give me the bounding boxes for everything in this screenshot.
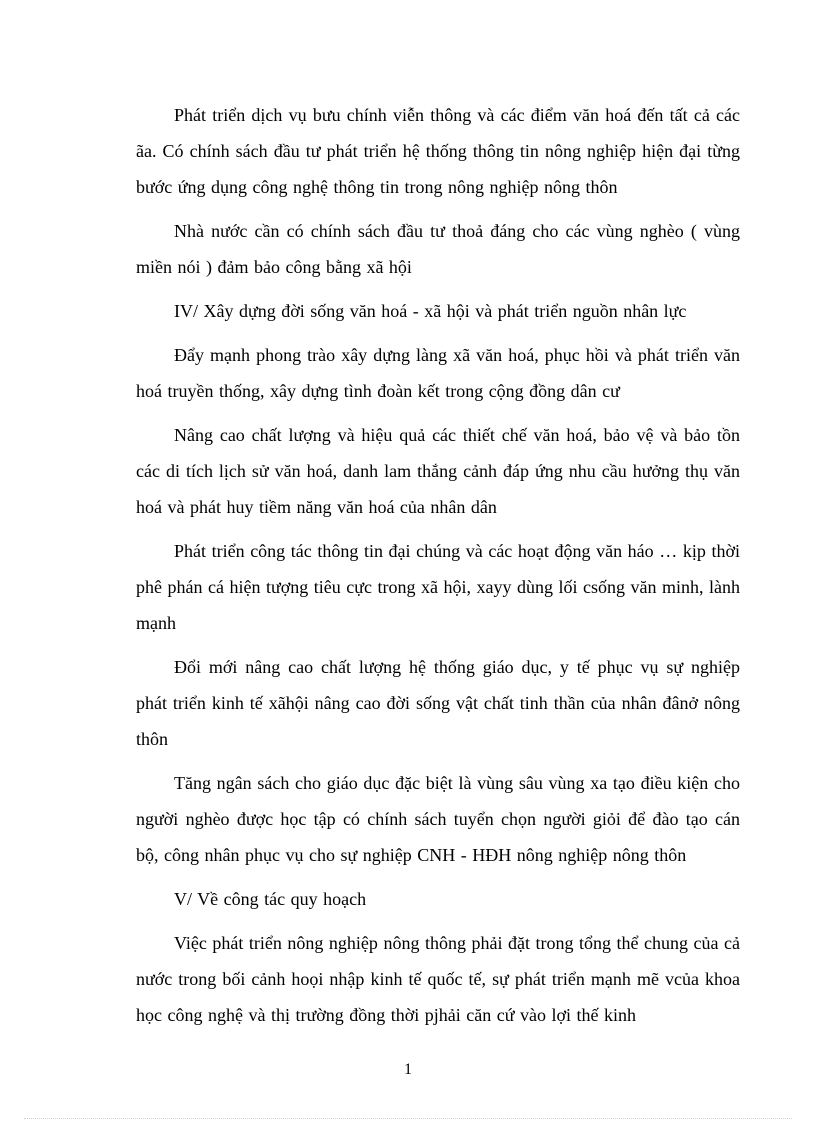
page-bottom-divider	[24, 1118, 792, 1119]
section-heading-iv: IV/ Xây dựng đời sống văn hoá - xã hội và phát triển nguồn nhân lực	[174, 301, 687, 321]
paragraph-planning: Việc phát triển nông nghiệp nông thông phải đặt trong tổng thể chung của cả nước trong bối cảnh hoọi nhập kinh tế quốc tế, sự phát triển mạnh mẽ vcủa khoa học công nghệ và thị trường đồng thời pjhải căn cứ vào lợi thế kinh	[136, 933, 740, 1025]
paragraph-education-health: Đổi mới nâng cao chất lượng hệ thống giáo dục, y tế phục vụ sự nghiệp phát triển kinh tế xãhội nâng cao đời sống vật chất tinh thần của nhân đânở nông thôn	[136, 657, 740, 749]
paragraph-mass-media: Phát triển công tác thông tin đại chúng và các hoạt động văn háo … kịp thời phê phán cá hiện tượng tiêu cực trong xã hội, xayy dùng lối csống văn minh, lành mạnh	[136, 541, 740, 633]
paragraph-telecom-development: Phát triển dịch vụ bưu chính viễn thông và các điểm văn hoá đến tất cả các ãa. Có chính sách đầu tư phát triển hệ thống thông tin nông nghiệp hiện đại từng bước ứng dụng công nghệ thông tin trong nông nghiệp nông thôn	[136, 105, 740, 197]
section-heading-v: V/ Về công tác quy hoạch	[174, 889, 367, 909]
page-number: 1	[404, 1061, 412, 1078]
paragraph-education-budget: Tăng ngân sách cho giáo dục đặc biệt là vùng sâu vùng xa tạo điều kiện cho người nghèo được học tập có chính sách tuyển chọn người giỏi để đào tạo cán bộ, công nhân phục vụ cho sự nghiệp CNH - HĐH nông nghiệp nông thôn	[136, 773, 740, 865]
paragraph-cultural-villages: Đẩy mạnh phong trào xây dựng làng xã văn hoá, phục hồi và phát triển văn hoá truyền thống, xây dựng tình đoàn kết trong cộng đồng dân cư	[136, 345, 740, 401]
document-body	[136, 97, 740, 1041]
paragraph-cultural-institutions: Nâng cao chất lượng và hiệu quả các thiết chế văn hoá, bảo vệ và bảo tồn các di tích lịch sử văn hoá, danh lam thắng cảnh đáp ứng nhu cầu hưởng thụ văn hoá và phát huy tiềm năng văn hoá của nhân dân	[136, 425, 740, 517]
paragraph-poor-regions-investment: Nhà nước cần có chính sách đầu tư thoả đáng cho các vùng nghèo ( vùng miền nói ) đảm bảo công bằng xã hội	[136, 221, 740, 277]
